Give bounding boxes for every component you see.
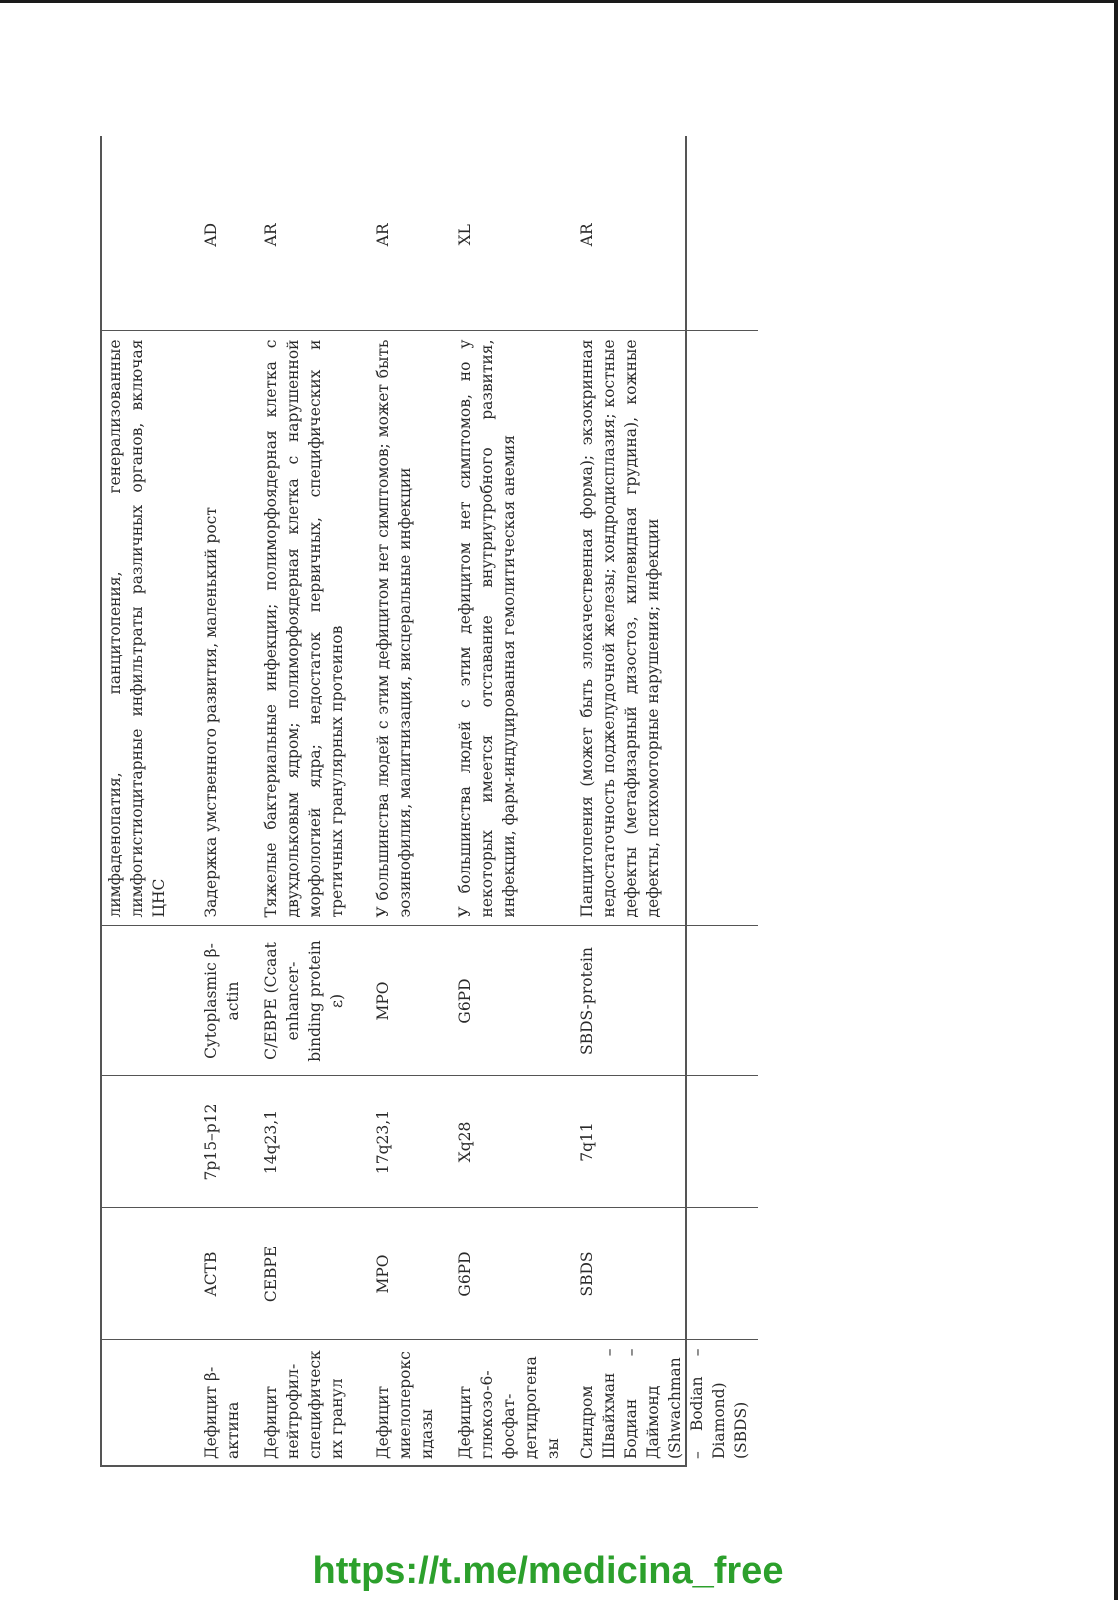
- cell-inheritance: XL: [448, 139, 570, 331]
- cell-gene: ACTB: [194, 1208, 254, 1340]
- cell-locus: 17q23,1: [366, 1076, 448, 1208]
- telegram-link[interactable]: https://t.me/medicina_free: [312, 1550, 784, 1592]
- cell-protein: C/EBPE (Ccaat enhancer-binding protein ε): [254, 926, 366, 1076]
- cell-inheritance: AD: [194, 139, 254, 331]
- cell-protein: G6PD: [448, 926, 570, 1076]
- cell-locus: 7q11: [570, 1076, 758, 1208]
- cell-description: лимфаденопатия, панцитопения, генерализованные лимфогистиоцитарные инфильтраты различных органов, включая ЦНС: [100, 331, 194, 926]
- cell-protein: MPO: [366, 926, 448, 1076]
- cell-description: Панцитопения (может быть злокачественная форма); экзокринная недостаточность поджелудочной железы; хондродисплазия; костные дефекты (метафизарный дизостоз, килевидная грудина), кожные дефекты, психомоторные нарушения; инфекции: [570, 331, 758, 926]
- table-row: [254, 139, 366, 1467]
- cell-description: У большинства людей с этим дефицитом нет симптомов, но у некоторых имеется отставание внутриутробного развития, инфекции, фарм-индуцированная гемолитическая анемия: [448, 331, 570, 926]
- cell-gene: SBDS: [570, 1208, 758, 1340]
- cell-disease: Дефицит миелопероксидазы: [374, 1351, 436, 1459]
- cell-empty: [100, 1340, 194, 1467]
- cell-description: У большинства людей с этим дефицитом нет симптомов; может быть эозинофилия, малигнизация, висцеральные инфекции: [366, 331, 448, 926]
- cell-empty: [100, 139, 194, 331]
- cell-inheritance: AR: [366, 139, 448, 331]
- cell-inheritance: AR: [254, 139, 366, 331]
- cell-locus: 7p15–p12: [194, 1076, 254, 1208]
- cell-protein: Cytoplasmic β-actin: [194, 926, 254, 1076]
- cell-empty: [100, 926, 194, 1076]
- rotated-table: [100, 139, 750, 1467]
- cell-empty: [100, 1208, 194, 1340]
- cell-empty: [100, 1076, 194, 1208]
- cell-inheritance: AR: [570, 139, 758, 331]
- table-row: [194, 139, 254, 1467]
- table-row-continuation: [100, 139, 194, 1467]
- cell-gene: G6PD: [448, 1208, 570, 1340]
- cell-gene: CEBPE: [254, 1208, 366, 1340]
- cell-disease: Дефицит β-актина: [202, 1366, 242, 1459]
- cell-protein: SBDS-protein: [570, 926, 758, 1076]
- table-row: [448, 139, 570, 1467]
- cell-locus: 14q23,1: [254, 1076, 366, 1208]
- right-border: [1114, 0, 1118, 1600]
- cell-description: Тяжелые бактериальные инфекции; полиморфоядерная клетка с двухдольковым ядром; полиморфоядерная клетка с нарушенной морфологией ядра; недостаток первичных, специфических и третичных гранулярных протеинов: [254, 331, 366, 926]
- cell-disease: Дефицит нейтрофил-специфических гранул: [262, 1350, 346, 1459]
- cell-disease: Синдром Швайхман – Бодиан – Даймонд (Shwachman – Bodian – Diamond) (SBDS): [578, 1348, 750, 1459]
- disorders-table: [100, 139, 758, 1467]
- table-row: [366, 139, 448, 1467]
- top-border: [0, 0, 1118, 3]
- cell-gene: MPO: [366, 1208, 448, 1340]
- cell-description: Задержка умственного развития, маленький рост: [194, 331, 254, 926]
- cell-locus: Xq28: [448, 1076, 570, 1208]
- cell-disease: Дефицит глюкозо-6-фосфат-дегидрогеназы: [456, 1356, 562, 1459]
- table-row: [570, 139, 758, 1467]
